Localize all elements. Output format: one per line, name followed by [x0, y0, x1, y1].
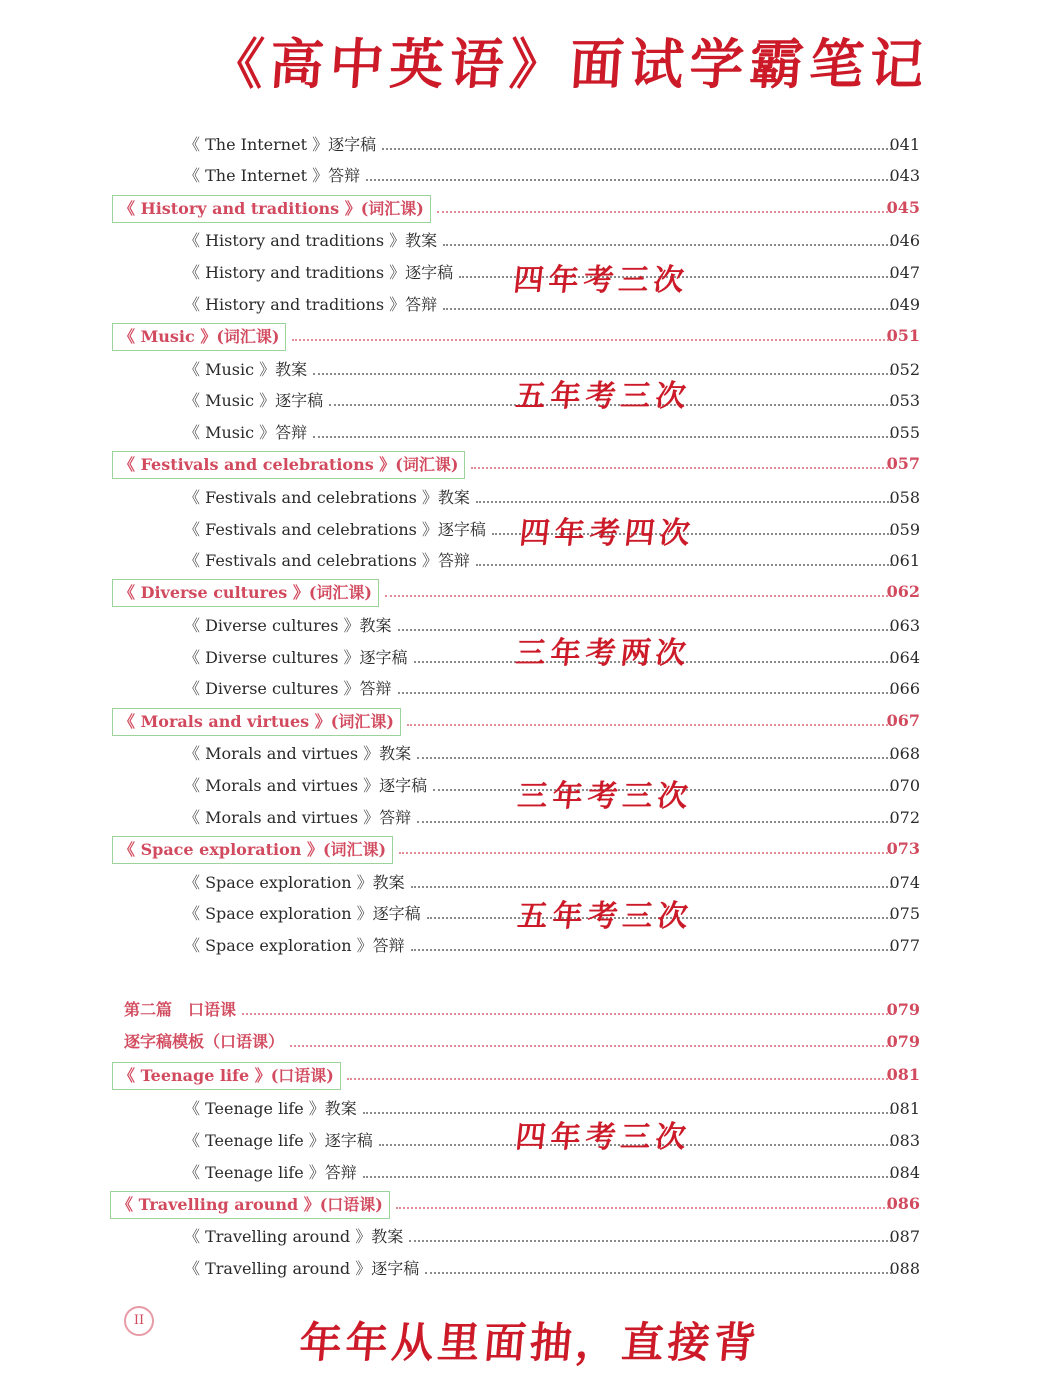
- dot-leader: [437, 211, 892, 213]
- toc-entry-label: 《 History and traditions 》逐字稿: [184, 263, 454, 282]
- toc-heading[interactable]: [0, 1062, 1050, 1088]
- toc-heading-page: 086: [886, 1194, 920, 1213]
- toc-entry-page: 055: [889, 423, 920, 442]
- toc-entry-page: 046: [889, 231, 920, 250]
- toc-heading[interactable]: [0, 579, 1050, 605]
- toc-entry-page: 053: [889, 391, 920, 410]
- toc-heading-label: 《 Festivals and celebrations 》(词汇课): [112, 451, 465, 479]
- dot-leader: [363, 1176, 892, 1178]
- toc-entry-page: 041: [889, 135, 920, 154]
- toc-entry-page: 066: [889, 679, 920, 698]
- toc-heading-page: 062: [886, 582, 920, 601]
- toc-heading[interactable]: [0, 836, 1050, 862]
- frequency-annotation: 三年考两次: [513, 636, 693, 671]
- toc-heading[interactable]: [0, 1191, 1050, 1217]
- toc-heading-page: 057: [886, 454, 920, 473]
- toc-entry-page: 068: [889, 744, 920, 763]
- toc-entry-page: 047: [889, 263, 920, 282]
- toc-heading[interactable]: [0, 451, 1050, 477]
- toc-entry-page: 077: [889, 936, 920, 955]
- dot-leader: [443, 308, 892, 310]
- toc-entry-label: 《 The Internet 》答辩: [184, 166, 361, 185]
- page-number-badge: II: [124, 1306, 154, 1336]
- dot-leader: [443, 244, 892, 246]
- toc-heading-label: 《 History and traditions 》(词汇课): [112, 195, 431, 223]
- toc-entry-label: 《 Diverse cultures 》教案: [184, 616, 392, 635]
- toc-entry-page: 052: [889, 360, 920, 379]
- dot-leader: [476, 501, 892, 503]
- toc-entry[interactable]: [0, 741, 1050, 767]
- toc-entry-page: 081: [889, 1099, 920, 1118]
- toc-entry-page: 043: [889, 166, 920, 185]
- frequency-annotation: 四年考三次: [511, 263, 691, 298]
- toc-entry-label: 《 Music 》教案: [184, 360, 308, 379]
- toc-heading[interactable]: [0, 323, 1050, 349]
- toc-entry-page: 075: [889, 904, 920, 923]
- toc-heading-label: 《 Morals and virtues 》(词汇课): [112, 708, 401, 736]
- toc-entry-label: 《 Travelling around 》教案: [184, 1227, 404, 1246]
- toc-entry-label: 《 Teenage life 》答辩: [184, 1163, 357, 1182]
- toc-heading-label: 《 Diverse cultures 》(词汇课): [112, 579, 379, 607]
- toc-entry-label: 《 Space exploration 》教案: [184, 873, 405, 892]
- toc-heading-label: 《 Travelling around 》(口语课): [110, 1191, 390, 1219]
- dot-leader: [347, 1078, 892, 1080]
- toc-entry[interactable]: [0, 228, 1050, 254]
- toc-entry[interactable]: [0, 132, 1050, 158]
- toc-entry[interactable]: [0, 420, 1050, 446]
- toc-entry-page: 058: [889, 488, 920, 507]
- toc-entry-page: 070: [889, 776, 920, 795]
- toc-heading-label: 《 Space exploration 》(词汇课): [112, 836, 393, 864]
- page-title: 《高中英语》面试学霸笔记: [207, 33, 932, 96]
- frequency-annotation: 四年考四次: [517, 516, 697, 551]
- toc-entry[interactable]: [0, 676, 1050, 702]
- toc-entry-label: 《 Travelling around 》逐字稿: [184, 1259, 420, 1278]
- toc-entry-label: 《 The Internet 》逐字稿: [184, 135, 377, 154]
- dot-leader: [385, 595, 892, 597]
- dot-leader: [290, 1045, 892, 1047]
- toc-entry[interactable]: [0, 163, 1050, 189]
- toc-part-label: 第二篇 口语课: [124, 1000, 237, 1019]
- dot-leader: [382, 148, 892, 150]
- toc-entry-page: 087: [889, 1227, 920, 1246]
- dot-leader: [411, 886, 892, 888]
- footer-note: 年年从里面抽，直接背: [297, 1318, 762, 1367]
- toc-heading-page: 073: [886, 839, 920, 858]
- toc-part-page: 079: [886, 1000, 920, 1019]
- toc-heading-page: 081: [886, 1065, 920, 1084]
- dot-leader: [411, 949, 892, 951]
- toc-entry-label: 《 Teenage life 》逐字稿: [184, 1131, 373, 1150]
- toc-entry-label: 《 History and traditions 》答辩: [184, 295, 438, 314]
- toc-entry[interactable]: [0, 1160, 1050, 1186]
- dot-leader: [407, 724, 892, 726]
- dot-leader: [292, 339, 892, 341]
- toc-heading-page: 045: [886, 198, 920, 217]
- toc-entry-label: 《 Festivals and celebrations 》教案: [184, 488, 470, 507]
- toc-heading[interactable]: [0, 195, 1050, 221]
- toc-part-heading[interactable]: [0, 1029, 1050, 1055]
- dot-leader: [242, 1013, 892, 1015]
- frequency-annotation: 三年考三次: [515, 779, 695, 814]
- dot-leader: [417, 757, 892, 759]
- toc-entry-label: 《 Morals and virtues 》教案: [184, 744, 412, 763]
- toc-part-page: 079: [886, 1032, 920, 1051]
- toc-entry-label: 《 Morals and virtues 》答辩: [184, 808, 412, 827]
- frequency-annotation: 五年考三次: [513, 379, 693, 414]
- dot-leader: [399, 852, 892, 854]
- toc-entry-label: 《 Music 》答辩: [184, 423, 308, 442]
- dot-leader: [366, 179, 892, 181]
- toc-heading-page: 067: [886, 711, 920, 730]
- dot-leader: [417, 821, 892, 823]
- frequency-annotation: 五年考三次: [515, 899, 695, 934]
- toc-entry[interactable]: [0, 1224, 1050, 1250]
- toc-entry[interactable]: [0, 1256, 1050, 1282]
- toc-entry-label: 《 Music 》逐字稿: [184, 391, 324, 410]
- toc-entry[interactable]: [0, 933, 1050, 959]
- toc-entry-page: 064: [889, 648, 920, 667]
- dot-leader: [313, 436, 892, 438]
- toc-entry-label: 《 Diverse cultures 》逐字稿: [184, 648, 408, 667]
- toc-heading-label: 《 Teenage life 》(口语课): [112, 1062, 341, 1090]
- toc-entry-page: 074: [889, 873, 920, 892]
- toc-entry-label: 《 Diverse cultures 》答辩: [184, 679, 392, 698]
- dot-leader: [396, 1207, 892, 1209]
- toc-entry-label: 《 Festivals and celebrations 》逐字稿: [184, 520, 486, 539]
- dot-leader: [398, 692, 892, 694]
- dot-leader: [476, 564, 892, 566]
- toc-entry-page: 088: [889, 1259, 920, 1278]
- toc-entry-page: 083: [889, 1131, 920, 1150]
- toc-entry-page: 061: [889, 551, 920, 570]
- toc-entry-label: 《 Morals and virtues 》逐字稿: [184, 776, 428, 795]
- toc-entry-page: 063: [889, 616, 920, 635]
- frequency-annotation: 四年考三次: [513, 1120, 693, 1155]
- dot-leader: [425, 1272, 892, 1274]
- toc-entry-label: 《 Festivals and celebrations 》答辩: [184, 551, 470, 570]
- toc-entry-page: 072: [889, 808, 920, 827]
- toc-entry-label: 《 Space exploration 》逐字稿: [184, 904, 421, 923]
- toc-part-heading[interactable]: [0, 997, 1050, 1023]
- toc-entry-page: 084: [889, 1163, 920, 1182]
- toc-heading[interactable]: [0, 708, 1050, 734]
- toc-entry-page: 059: [889, 520, 920, 539]
- toc-entry-label: 《 Teenage life 》教案: [184, 1099, 357, 1118]
- dot-leader: [471, 467, 892, 469]
- dot-leader: [409, 1240, 892, 1242]
- toc-entry-page: 049: [889, 295, 920, 314]
- toc-entry-label: 《 History and traditions 》教案: [184, 231, 438, 250]
- toc-heading-page: 051: [886, 326, 920, 345]
- toc-part-label: 逐字稿模板（口语课）: [124, 1032, 285, 1051]
- toc-heading-label: 《 Music 》(词汇课): [112, 323, 286, 351]
- toc-entry-label: 《 Space exploration 》答辩: [184, 936, 405, 955]
